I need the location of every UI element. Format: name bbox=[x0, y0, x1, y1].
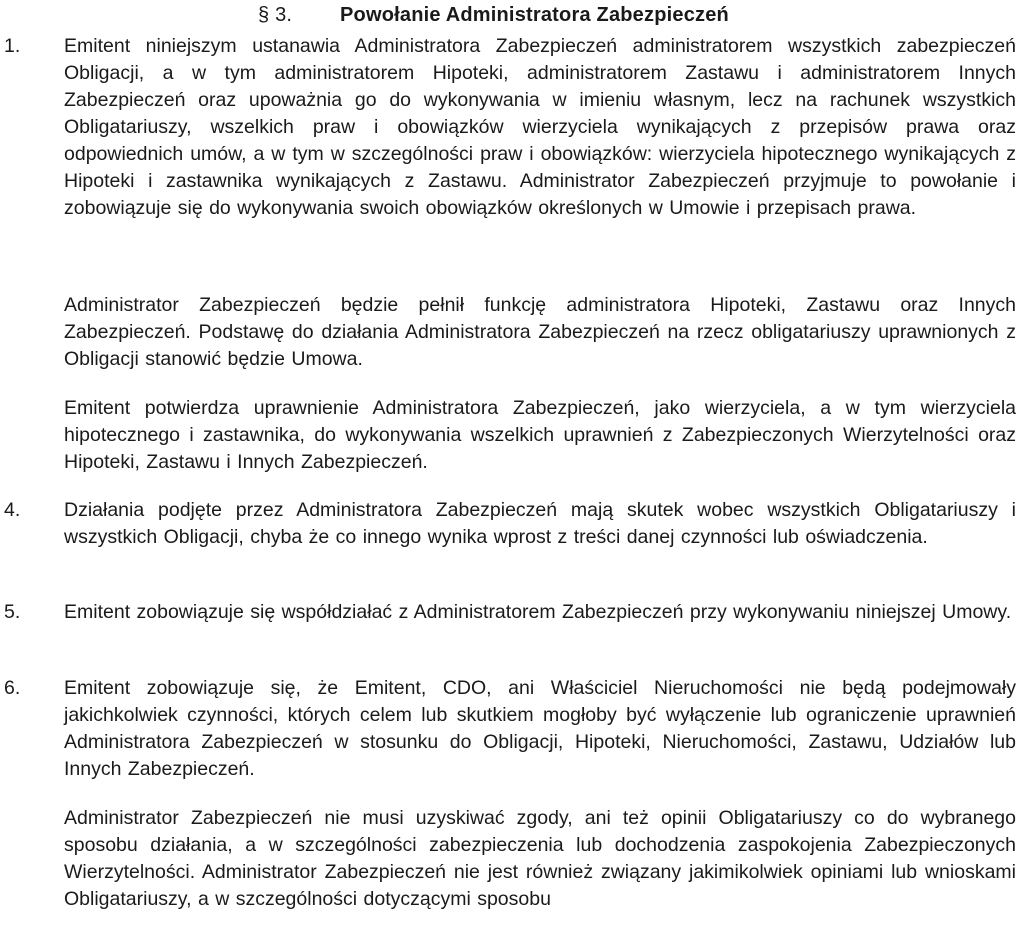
paragraph: Działania podjęte przez Administratora Zabezpieczeń mają skutek wobec wszystkich Obligatariuszy i wszystkich Obligacji, chyba że co innego wynika wprost z treści danej czynności lub oświadczenia. bbox=[64, 499, 1016, 548]
paragraph: Emitent potwierdza uprawnienie Administratora Zabezpieczeń, jako wierzyciela, a w tym wierzyciela hipotecznego i zastawnika, do wykonywania wszelkich uprawnień z Zabezpieczonych Wierzytelności oraz Hipoteki, Zastawu i Innych Zabezpieczeń. bbox=[64, 397, 1016, 473]
paragraph-number: 4. bbox=[4, 499, 21, 521]
paragraph-number: 6. bbox=[4, 677, 21, 699]
section-title: Powołanie Administratora Zabezpieczeń bbox=[340, 4, 729, 26]
paragraph: Emitent zobowiązuje się, że Emitent, CDO, ani Właściciel Nieruchomości nie będą podejmowały jakichkolwiek czynności, których celem lub skutkiem mogłoby być wyłączenie lub ograniczenie uprawnień Administratora Zabezpieczeń w stosunku do Obligacji, Hipoteki, Nieruchomości, Zastawu, Udziałów lub Innych Zabezpieczeń. bbox=[64, 677, 1016, 780]
paragraph: Emitent zobowiązuje się współdziałać z Administratorem Zabezpieczeń przy wykonywaniu niniejszej Umowy. bbox=[64, 601, 1012, 623]
paragraph-number: 5. bbox=[4, 601, 21, 623]
paragraph-number: 1. bbox=[4, 35, 21, 57]
paragraph: Administrator Zabezpieczeń będzie pełnił funkcję administratora Hipoteki, Zastawu oraz Innych Zabezpieczeń. Podstawę do działania Administratora Zabezpieczeń na rzecz obligatariuszy uprawnionych z Obligacji stanowić będzie Umowa. bbox=[64, 294, 1016, 370]
paragraph: Administrator Zabezpieczeń nie musi uzyskiwać zgody, ani też opinii Obligatariuszy co do wybranego sposobu działania, a w szczególności zabezpieczenia lub dochodzenia zaspokojenia Zabezpieczonych Wierzytelności. Administrator Zabezpieczeń nie jest również związany jakimikolwiek opiniami lub wnioskami Obligatariuszy, a w szczególności dotyczącymi sposobu bbox=[64, 807, 1016, 910]
section-number: § 3. bbox=[258, 4, 293, 26]
section-heading bbox=[258, 4, 729, 27]
paragraph: Emitent niniejszym ustanawia Administratora Zabezpieczeń administratorem wszystkich zabezpieczeń Obligacji, a w tym administratorem Hipoteki, administratorem Zastawu i administratorem Innych Zabezpieczeń oraz upoważnia go do wykonywania w imieniu własnym, lecz na rachunek wszystkich Obligatariuszy, wszelkich praw i obowiązków wierzyciela wynikających z przepisów prawa oraz odpowiednich umów, a w tym w szczególności praw i obowiązków: wierzyciela hipotecznego wynikających z Hipoteki i zastawnika wynikających z Zastawu. Administrator Zabezpieczeń przyjmuje to powołanie i zobowiązuje się do wykonywania swoich obowiązków określonych w Umowie i przepisach prawa. bbox=[64, 35, 1016, 219]
